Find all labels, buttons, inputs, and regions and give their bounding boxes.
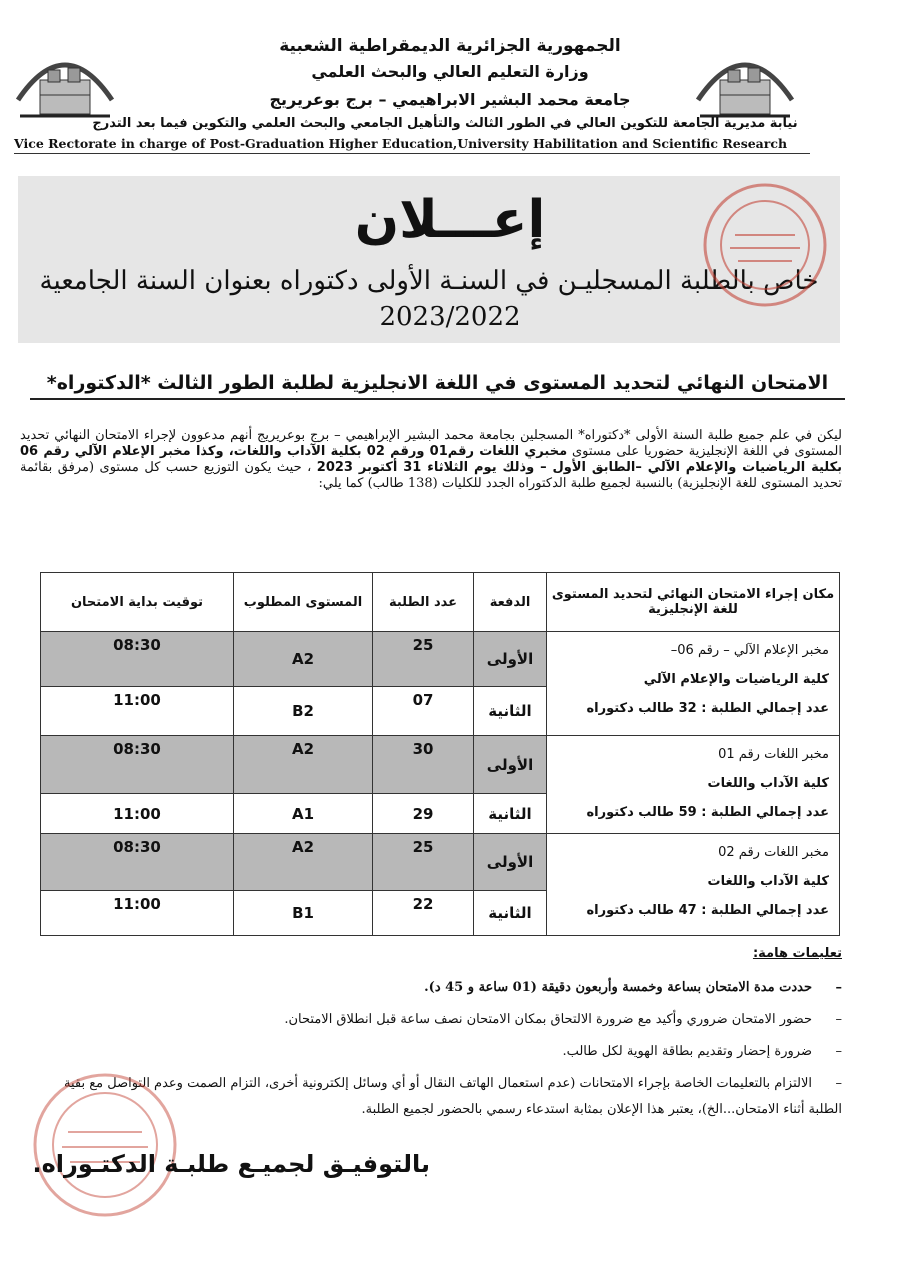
batch-cell: الثانية [474,687,547,736]
place-lab: مخبر الإعلام الآلي – رقم 06– [670,643,829,658]
count-cell: 30 [373,736,474,794]
place-total: عدد إجمالي الطلبة : 47 طالب دكتوراه [586,903,829,918]
time-cell: 11:00 [41,794,234,834]
time-cell: 11:00 [41,891,234,936]
batch-cell: الثانية [474,794,547,834]
header-university: جامعة محمد البشير الابراهيمي – برج بوعريريج [269,90,631,109]
count-cell: 25 [373,632,474,687]
header-ministry: وزارة التعليم العالي والبحث العلمي [311,62,589,81]
intro-text-2: ، حيث يكون التوزيع حسب كل مستوى (مرفق بقائمة تحديد المستوى للغة الإنجليزية) بالنسبة لجميع طلبة الدكتوراه الجدد للكليات (138 طالب) كما يلي: [20,460,842,491]
batch-cell: الثانية [474,891,547,936]
place-faculty: كلية الآداب واللغات [707,874,829,889]
batch-cell: الأولى [474,632,547,687]
place-cell [547,834,840,936]
table-row [41,834,840,891]
header-republic: الجمهورية الجزائرية الديمقراطية الشعبية [279,36,621,56]
place-total: عدد إجمالي الطلبة : 59 طالب دكتوراه [586,805,829,820]
time-cell: 08:30 [41,834,234,891]
official-stamp-icon [700,180,830,310]
table-row [41,736,840,794]
time-cell: 08:30 [41,736,234,794]
count-cell: 25 [373,834,474,891]
level-cell: B2 [234,687,373,736]
place-cell [547,632,840,736]
place-lab: مخبر اللغات رقم 02 [718,845,829,860]
header-count: عدد الطلبة [373,573,474,632]
count-cell: 29 [373,794,474,834]
section-title: الامتحان النهائي لتحديد المستوى في اللغة الانجليزية لطلبة الطور الثالث *الدكتوراه* [30,372,845,400]
place-total: عدد إجمالي الطلبة : 32 طالب دكتوراه [586,701,829,716]
intro-text-1: ليكن في علم جميع طلبة السنة الأولى *دكتوراه* المسجلين بجامعة محمد البشير الإبراهيمي – برج بوعريريج أنهم مدعوون لإجراء الامتحان النهائي تحديد المستوى في اللغة الإنجليزية حضوريا على مستوى [20,428,842,459]
closing-wish: بالتوفيـق لجميـع طلبـة الدكتـوراه. [32,1150,430,1178]
table-row [41,632,840,687]
note-item: –ضرورة إحضار وتقديم بطاقة الهوية لكل طالب. [562,1044,842,1059]
count-cell: 07 [373,687,474,736]
note-text: الالتزام بالتعليمات الخاصة بإجراء الامتحانات (عدم استعمال الهاتف النقال أو أي وسائل إلكترونية أخرى، التزام الصمت وعدم التواصل مع بقية الطلبة أثناء الامتحان...الخ)، يعتبر هذا الإعلان بمثابة استدعاء رسمي بالحضور لجميع الطلبة. [63,1076,842,1117]
note-item: –حددت مدة الامتحان بساعة وخمسة وأربعون دقيقة (01 ساعة و 45 د). [424,980,842,995]
header-place: مكان إجراء الامتحان النهائي لتحديد المستوى للغة الإنجليزية [547,573,840,632]
place-cell [547,736,840,834]
time-cell: 11:00 [41,687,234,736]
level-cell: A1 [234,794,373,834]
table-header-row [41,573,840,632]
place-faculty: كلية الآداب واللغات [707,776,829,791]
exam-schedule-table [40,572,840,936]
official-stamp-icon [30,1070,180,1220]
header-batch: الدفعة [474,573,547,632]
level-cell: A2 [234,736,373,794]
note-text: ضرورة إحضار وتقديم بطاقة الهوية لكل طالب. [562,1044,812,1059]
batch-cell: الأولى [474,736,547,794]
count-cell: 22 [373,891,474,936]
note-text: حضور الامتحان ضروري وأكيد مع ضرورة الالتحاق بمكان الامتحان نصف ساعة قبل انطلاق الامتحان. [284,1012,812,1027]
notes-title: تعليمات هامة: [752,946,842,961]
academic-year: 2023/2022 [379,302,521,332]
place-faculty: كلية الرياضيات والإعلام الآلي [643,672,829,687]
header-vice-rectorate-ar: نيابة مديرية الجامعة للتكوين العالي في الطور الثالث والتأهيل الجامعي والبحث العلمي والتكوين فيما بعد التدرج [92,116,798,131]
header-time: توقيت بداية الامتحان [41,573,234,632]
note-text: حددت مدة الامتحان بساعة وخمسة وأربعون دقيقة (01 ساعة و 45 د). [424,980,812,995]
intro-paragraph [20,428,842,492]
place-lab: مخبر اللغات رقم 01 [718,747,829,762]
note-item: –حضور الامتحان ضروري وأكيد مع ضرورة الالتحاق بمكان الامتحان نصف ساعة قبل انطلاق الامتحان. [284,1012,842,1027]
level-cell: A2 [234,834,373,891]
announcement-title: إعـــلان [354,190,546,250]
time-cell: 08:30 [41,632,234,687]
header-level: المستوى المطلوب [234,573,373,632]
header-vice-rectorate-en: Vice Rectorate in charge of Post-Graduation Higher Education,University Habilitation and Scientific Research [14,136,810,154]
level-cell: B1 [234,891,373,936]
note-item: –الالتزام بالتعليمات الخاصة بإجراء الامتحانات (عدم استعمال الهاتف النقال أو أي وسائل إلكترونية أخرى، التزام الصمت وعدم التواصل مع بقية الطلبة أثناء الامتحان...الخ)، يعتبر هذا الإعلان بمثابة استدعاء رسمي بالحضور لجميع الطلبة. [63,1076,842,1117]
batch-cell: الأولى [474,834,547,891]
announcement-subtitle: خاص بالطلبة المسجليـن في السنـة الأولى دكتوراه بعنوان السنة الجامعية [39,266,819,296]
intro-labs-date: مخبري اللغات رقم01 ورقم 02 بكلية الآداب واللغات، وكذا مخبر الإعلام الآلي رقم 06 بكلية الرياضيات والإعلام الآلي –الطابق الأول – وذلك يوم الثلاثاء 31 أكتوبر 2023 [20,444,843,475]
level-cell: A2 [234,632,373,687]
